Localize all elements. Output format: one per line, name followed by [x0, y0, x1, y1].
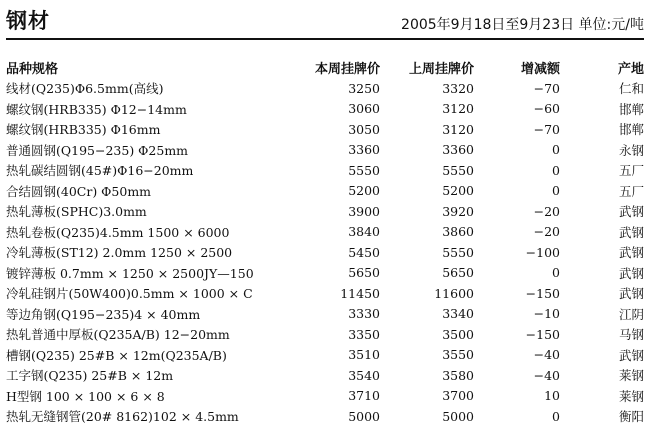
cell-origin: 邯郸 [618, 122, 644, 138]
cell-origin: 武钢 [618, 245, 644, 261]
cell-this-week: 3540 [348, 367, 380, 383]
cell-this-week: 5200 [348, 183, 380, 199]
column-header-spec: 品种规格 [6, 61, 59, 77]
cell-this-week: 3510 [348, 347, 380, 363]
cell-change: 0 [552, 265, 560, 281]
header-row [6, 56, 644, 78]
table-row [6, 222, 644, 243]
table-row [6, 365, 644, 386]
cell-this-week: 3330 [348, 306, 380, 322]
table-row [6, 181, 644, 202]
cell-last-week: 3580 [442, 367, 474, 383]
cell-spec: 合结圆钢(40Cr) Φ50mm [6, 183, 152, 199]
table-row [6, 406, 644, 427]
cell-spec: 线材(Q235)Φ6.5mm(高线) [6, 81, 164, 97]
cell-origin: 仁和 [618, 81, 644, 97]
cell-this-week: 3840 [348, 224, 380, 240]
table-row [6, 386, 644, 407]
cell-this-week: 5550 [348, 162, 380, 178]
cell-origin: 武钢 [618, 347, 644, 363]
cell-this-week: 3050 [348, 121, 380, 137]
cell-change: −40 [533, 367, 560, 383]
cell-origin: 永钢 [618, 142, 644, 158]
cell-this-week: 5450 [348, 244, 380, 260]
cell-spec: 螺纹钢(HRB335) Φ12−14mm [6, 101, 187, 117]
cell-this-week: 3360 [348, 142, 380, 158]
cell-change: −60 [533, 101, 560, 117]
cell-origin: 五厂 [618, 163, 644, 179]
cell-spec: 热轧薄板(SPHC)3.0mm [6, 204, 147, 220]
table-row [6, 345, 644, 366]
cell-change: 0 [552, 142, 560, 158]
cell-last-week: 3500 [442, 326, 474, 342]
cell-spec: 螺纹钢(HRB335) Φ16mm [6, 122, 161, 138]
cell-origin: 马钢 [618, 327, 644, 343]
cell-change: −100 [525, 244, 560, 260]
cell-last-week: 5200 [442, 183, 474, 199]
column-header-change: 增减额 [520, 61, 560, 77]
table-row [6, 324, 644, 345]
cell-this-week: 11450 [340, 285, 380, 301]
cell-this-week: 3900 [348, 203, 380, 219]
cell-last-week: 3120 [442, 101, 474, 117]
cell-last-week: 5650 [442, 265, 474, 281]
cell-last-week: 3860 [442, 224, 474, 240]
column-header-last-week: 上周挂牌价 [408, 61, 474, 77]
cell-change: −150 [525, 285, 560, 301]
page-title: 钢材 [6, 9, 50, 33]
cell-origin: 莱钢 [618, 388, 644, 404]
cell-last-week: 11600 [434, 285, 474, 301]
cell-last-week: 3920 [442, 203, 474, 219]
cell-origin: 衡阳 [618, 409, 644, 425]
cell-change: −70 [533, 80, 560, 96]
cell-change: 0 [552, 183, 560, 199]
column-header-origin: 产地 [617, 61, 644, 77]
column-header-this-week: 本周挂牌价 [314, 61, 380, 77]
cell-spec: 冷轧硅钢片(50W400)0.5mm × 1000 × C [6, 286, 253, 302]
table-row [6, 263, 644, 284]
cell-last-week: 3120 [442, 121, 474, 137]
cell-spec: H型钢 100 × 100 × 6 × 8 [6, 388, 165, 404]
cell-last-week: 3700 [442, 388, 474, 404]
cell-change: −20 [533, 203, 560, 219]
cell-origin: 五厂 [618, 183, 644, 199]
table-row [6, 119, 644, 140]
cell-this-week: 3710 [348, 388, 380, 404]
cell-change: −40 [533, 347, 560, 363]
cell-last-week: 5550 [442, 162, 474, 178]
date-range-and-unit: 2005年9月18日至9月23日 单位:元/吨 [401, 17, 644, 33]
cell-change: −150 [525, 326, 560, 342]
cell-spec: 热轧卷板(Q235)4.5mm 1500 × 6000 [6, 224, 230, 240]
cell-change: 10 [544, 388, 560, 404]
cell-spec: 热轧无缝钢管(20# 8162)102 × 4.5mm [6, 409, 239, 425]
cell-change: −20 [533, 224, 560, 240]
table-row [6, 78, 644, 99]
cell-this-week: 5000 [348, 408, 380, 424]
table-row [6, 99, 644, 120]
cell-this-week: 3060 [348, 101, 380, 117]
cell-spec: 等边角钢(Q195−235)4 × 40mm [6, 306, 201, 322]
cell-spec: 热轧普通中厚板(Q235A/B) 12−20mm [6, 327, 230, 343]
cell-origin: 莱钢 [618, 368, 644, 384]
cell-spec: 普通圆钢(Q195−235) Φ25mm [6, 142, 189, 158]
table-row [6, 304, 644, 325]
cell-this-week: 5650 [348, 265, 380, 281]
cell-last-week: 5550 [442, 244, 474, 260]
price-table [6, 56, 644, 427]
cell-change: 0 [552, 408, 560, 424]
table-row [6, 140, 644, 161]
table-row [6, 242, 644, 263]
cell-last-week: 5000 [442, 408, 474, 424]
cell-origin: 武钢 [618, 224, 644, 240]
cell-last-week: 3550 [442, 347, 474, 363]
table-row [6, 201, 644, 222]
cell-change: 0 [552, 162, 560, 178]
cell-origin: 武钢 [618, 286, 644, 302]
cell-last-week: 3360 [442, 142, 474, 158]
cell-spec: 工字钢(Q235) 25#B × 12m [6, 368, 174, 384]
cell-origin: 江阴 [618, 306, 644, 322]
cell-last-week: 3320 [442, 80, 474, 96]
cell-change: −10 [533, 306, 560, 322]
cell-spec: 冷轧薄板(ST12) 2.0mm 1250 × 2500 [6, 245, 233, 261]
cell-spec: 镀锌薄板 0.7mm × 1250 × 2500JY—150 [6, 265, 254, 281]
cell-spec: 热轧碳结圆钢(45#)Φ16−20mm [6, 163, 194, 179]
cell-origin: 邯郸 [618, 101, 644, 117]
table-row [6, 283, 644, 304]
cell-spec: 槽钢(Q235) 25#B × 12m(Q235A/B) [6, 347, 227, 363]
cell-origin: 武钢 [618, 265, 644, 281]
cell-change: −70 [533, 121, 560, 137]
header [6, 4, 644, 40]
cell-this-week: 3350 [348, 326, 380, 342]
cell-this-week: 3250 [348, 80, 380, 96]
table-row [6, 160, 644, 181]
cell-origin: 武钢 [618, 204, 644, 220]
cell-last-week: 3340 [442, 306, 474, 322]
